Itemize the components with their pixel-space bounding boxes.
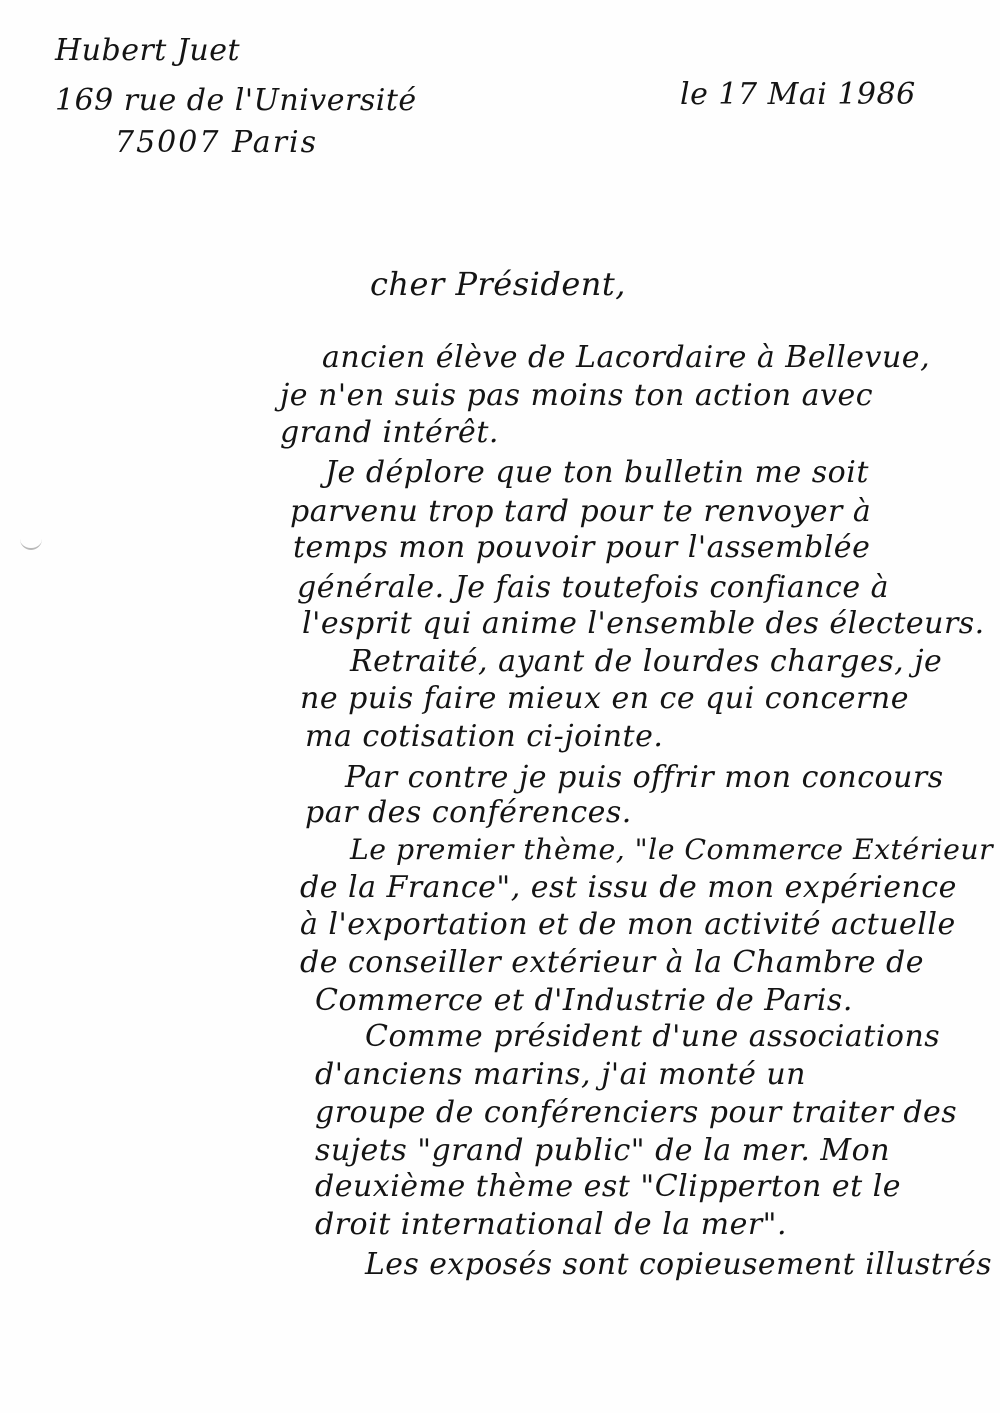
body-line: ancien élève de Lacordaire à Bellevue,: [322, 340, 931, 375]
body-line: Les exposés sont copieusement illustrés: [365, 1247, 993, 1282]
body-line: je n'en suis pas moins ton action avec: [280, 378, 874, 413]
sender-city: 75007 Paris: [115, 125, 319, 160]
body-line: à l'exportation et de mon activité actuelle: [300, 907, 956, 942]
body-line: par des conférences.: [305, 795, 632, 830]
body-line: ma cotisation ci-jointe.: [305, 719, 664, 754]
body-line: d'anciens marins, j'ai monté un: [315, 1057, 807, 1092]
body-line: Comme président d'une associations: [365, 1019, 941, 1054]
salutation: cher Président,: [370, 265, 626, 303]
sender-street: 169 rue de l'Université: [55, 83, 417, 118]
body-line: Je déplore que ton bulletin me soit: [325, 455, 869, 490]
body-line: parvenu trop tard pour te renvoyer à: [290, 494, 872, 529]
body-line: ne puis faire mieux en ce qui concerne: [300, 681, 909, 716]
body-line: Par contre je puis offrir mon concours: [345, 760, 944, 795]
body-line: droit international de la mer".: [315, 1207, 788, 1242]
sender-name: Hubert Juet: [55, 33, 241, 68]
body-line: Commerce et d'Industrie de Paris.: [315, 983, 853, 1018]
body-line: l'esprit qui anime l'ensemble des électeurs.: [302, 606, 985, 641]
body-line: groupe de conférenciers pour traiter des: [315, 1095, 958, 1130]
body-line: temps mon pouvoir pour l'assemblée: [293, 530, 871, 565]
body-line: Retraité, ayant de lourdes charges, je: [350, 644, 943, 679]
body-line: grand intérêt.: [280, 415, 499, 450]
body-line: sujets "grand public" de la mer. Mon: [315, 1133, 891, 1168]
body-line: générale. Je fais toutefois confiance à: [297, 570, 890, 605]
body-line: deuxième thème est "Clipperton et le: [315, 1169, 902, 1204]
body-line: de la France", est issu de mon expérience: [300, 870, 957, 905]
body-line: de conseiller extérieur à la Chambre de: [300, 945, 924, 980]
body-line: Le premier thème, "le Commerce Extérieur: [350, 833, 994, 866]
letter-date: le 17 Mai 1986: [680, 77, 916, 112]
